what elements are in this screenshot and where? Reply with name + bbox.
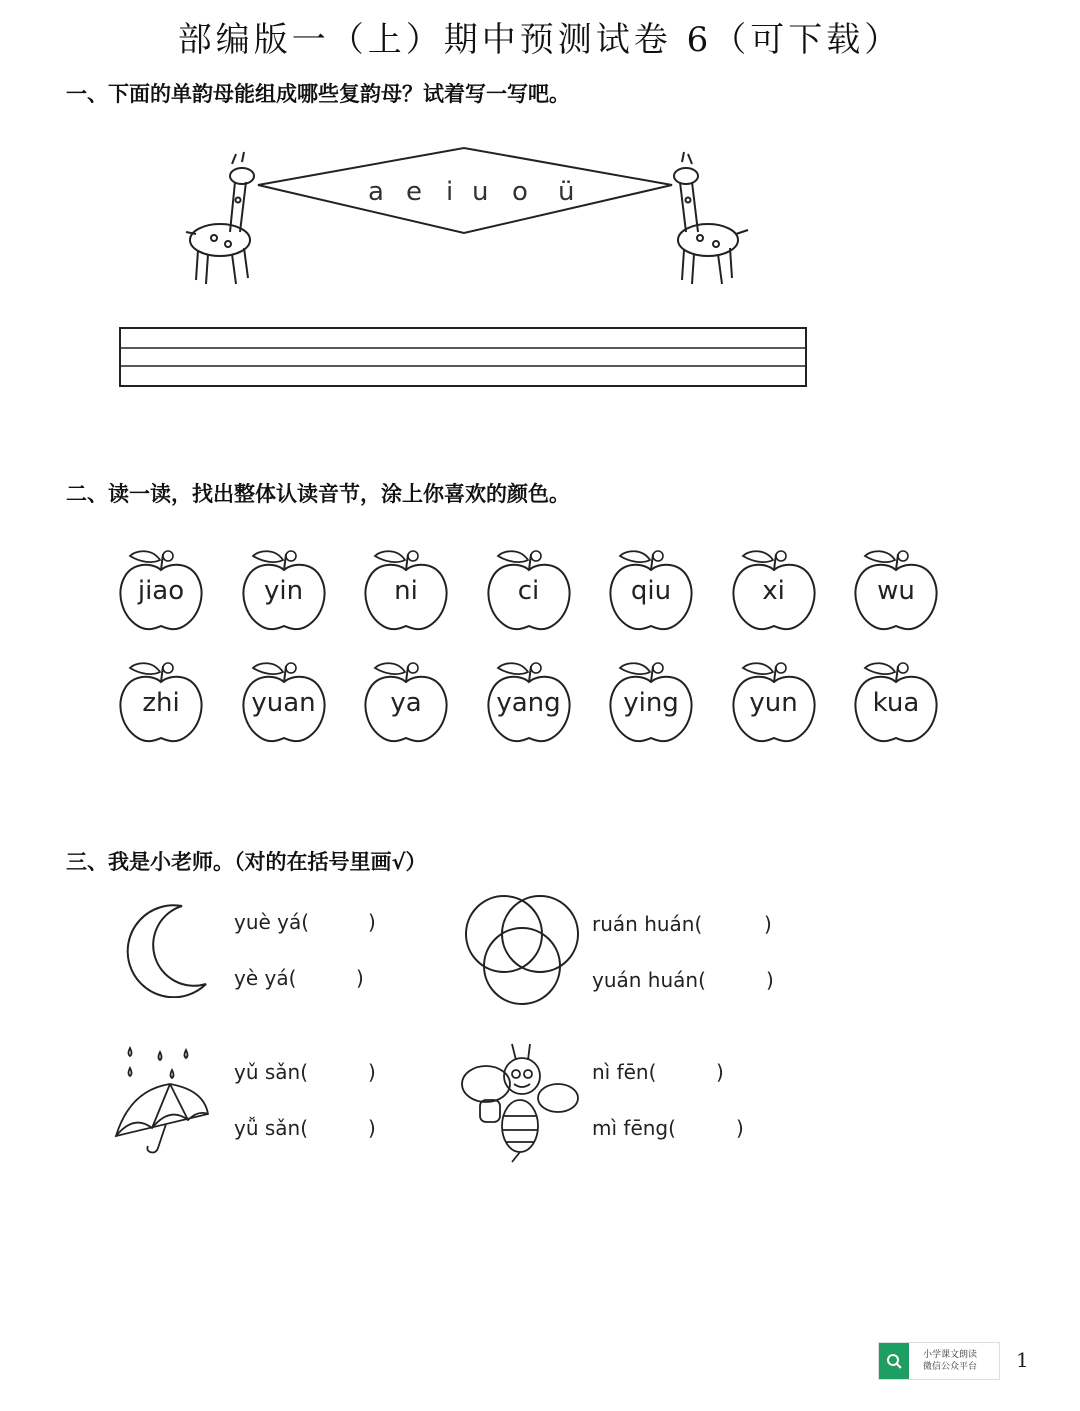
page-number: 1 [1016,1348,1029,1372]
section1-heading: 一、下面的单韵母能组成哪些复韵母？试着写一写吧。 [66,82,570,106]
umbrella-option-1-close: ) [368,1060,376,1084]
bee-option-1-close: ) [716,1060,724,1084]
apple-label-yang: yang [496,688,561,718]
apple-label-ying: ying [623,688,679,718]
umbrella-option-2: yǚ sǎn( [234,1116,309,1140]
vowel-e: e [406,177,422,207]
search-icon [879,1343,909,1379]
umbrella-icon [112,1044,212,1156]
apple-label-yin: yin [263,576,304,606]
umbrella-option-1: yǔ sǎn( [234,1060,309,1084]
apple-label-yuan: yuan [251,688,316,718]
moon-option-2-close: ) [356,966,364,990]
apple-label-yun: yun [749,688,798,718]
vowel-a: a [368,177,384,207]
moon-option-1: yuè yá( [234,910,310,934]
vowel-o: o [512,177,528,207]
apple-label-wu: wu [877,576,915,606]
vowel-u: u [472,177,489,207]
bee-icon [458,1040,584,1164]
moon-icon [116,902,212,998]
umbrella-option-2-close: ) [368,1116,376,1140]
moon-option-2: yè yá( [234,966,297,990]
logo-line-2: 微信公众平台 [923,1362,978,1372]
section3-heading: 三、我是小老师。（对的在括号里画√） [66,850,427,874]
apple-label-ni: ni [394,576,418,606]
apple-label-zhi: zhi [142,688,180,718]
apple-label-qiu: qiu [630,576,672,606]
section2-heading: 二、读一读，找出整体认读音节，涂上你喜欢的颜色。 [66,482,570,506]
wechat-logo-badge [878,1342,1000,1380]
rings-option-1: ruán huán( [592,912,703,936]
writing-lines[interactable] [118,326,810,390]
giraffes-diamond-illustration [180,140,760,300]
apple-label-ya: ya [390,688,422,718]
rings-icon [458,894,584,1010]
page-title: 部编版一（上）期中预测试卷 6（可下载） [177,20,903,60]
apple-label-xi: xi [762,576,785,606]
vowel-u-umlaut: ü [558,177,575,207]
bee-option-1: nì fēn( [592,1060,657,1084]
rings-option-2: yuán huán( [592,968,706,992]
logo-line-1: 小学课文朗读 [923,1350,978,1360]
apple-label-jiao: jiao [137,576,185,606]
rings-option-2-close: ) [766,968,774,992]
bee-option-2-close: ) [736,1116,744,1140]
vowel-i: i [446,177,454,207]
apple-label-kua: kua [872,688,920,718]
bee-option-2: mì fēng( [592,1116,676,1140]
rings-option-1-close: ) [764,912,772,936]
moon-option-1-close: ) [368,910,376,934]
apple-label-ci: ci [517,576,540,606]
